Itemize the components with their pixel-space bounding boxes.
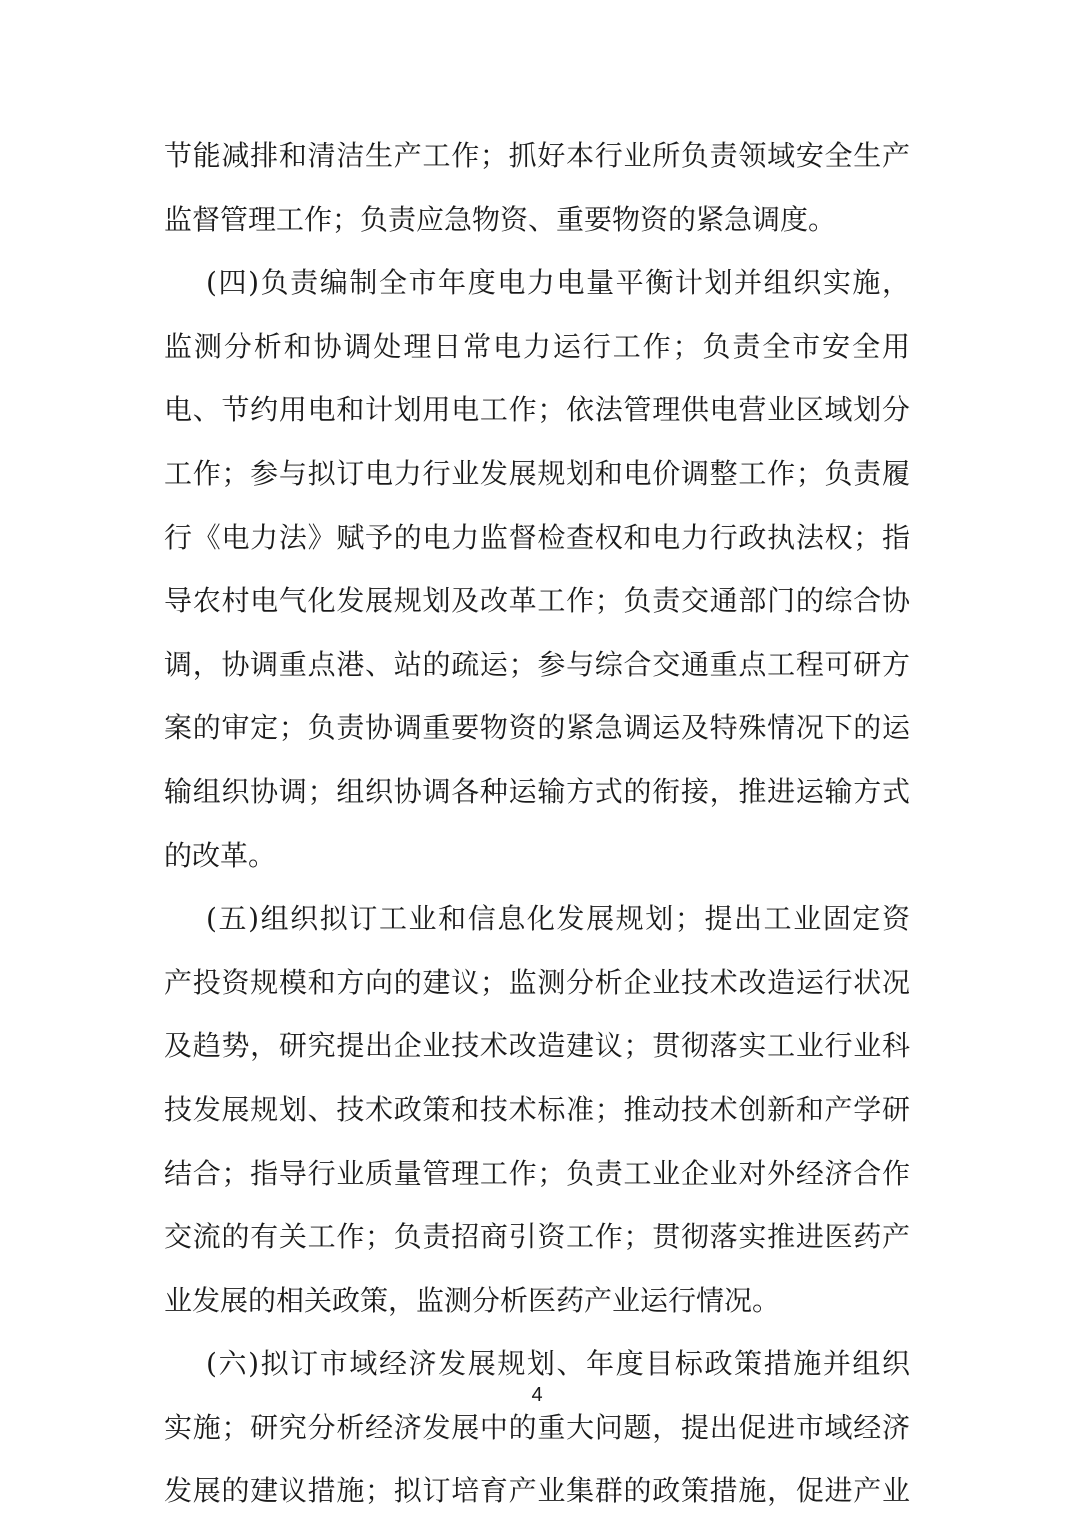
text-line: 及趋势，研究提出企业技术改造建议；贯彻落实工业行业科 — [164, 1029, 910, 1063]
text-line: 交流的有关工作；负责招商引资工作；贯彻落实推进医药产 — [164, 1220, 910, 1254]
text-line: (五)组织拟订工业和信息化发展规划；提出工业固定资 — [164, 902, 910, 936]
text-line: 实施；研究分析经济发展中的重大问题，提出促进市域经济 — [164, 1410, 910, 1444]
text-line: 输组织协调；组织协调各种运输方式的衔接，推进运输方式 — [164, 774, 910, 808]
text-line: 发展的建议措施；拟订培育产业集群的政策措施，促进产业 — [164, 1474, 910, 1508]
text-line: 电、节约用电和计划用电工作；依法管理供电营业区域划分 — [164, 393, 910, 427]
text-line: 调，协调重点港、站的疏运；参与综合交通重点工程可研方 — [164, 647, 910, 681]
text-line: 技发展规划、技术政策和技术标准；推动技术创新和产学研 — [164, 1092, 910, 1126]
text-line: 行《电力法》赋予的电力监督检查权和电力行政执法权；指 — [164, 520, 910, 554]
text-line: 业发展的相关政策，监测分析医药产业运行情况。 — [164, 1283, 781, 1317]
text-line: 结合；指导行业质量管理工作；负责工业企业对外经济合作 — [164, 1156, 910, 1190]
text-line: 产投资规模和方向的建议；监测分析企业技术改造运行状况 — [164, 965, 910, 999]
body-text — [164, 124, 910, 1523]
text-line: (六)拟订市域经济发展规划、年度目标政策措施并组织 — [164, 1347, 910, 1381]
text-line: 的改革。 — [164, 838, 277, 872]
text-line: 监测分析和协调处理日常电力运行工作；负责全市安全用 — [164, 329, 910, 363]
text-line: 节能减排和清洁生产工作；抓好本行业所负责领域安全生产 — [164, 139, 910, 172]
text-line: (四)负责编制全市年度电力电量平衡计划并组织实施， — [164, 266, 910, 300]
text-line: 案的审定；负责协调重要物资的紧急调运及特殊情况下的运 — [164, 711, 910, 745]
text-line: 监督管理工作；负责应急物资、重要物资的紧急调度。 — [164, 202, 837, 236]
text-line: 工作；参与拟订电力行业发展规划和电价调整工作；负责履 — [164, 456, 910, 490]
page-number: 4 — [531, 1384, 543, 1406]
text-line: 导农村电气化发展规划及改革工作；负责交通部门的综合协 — [164, 584, 910, 618]
